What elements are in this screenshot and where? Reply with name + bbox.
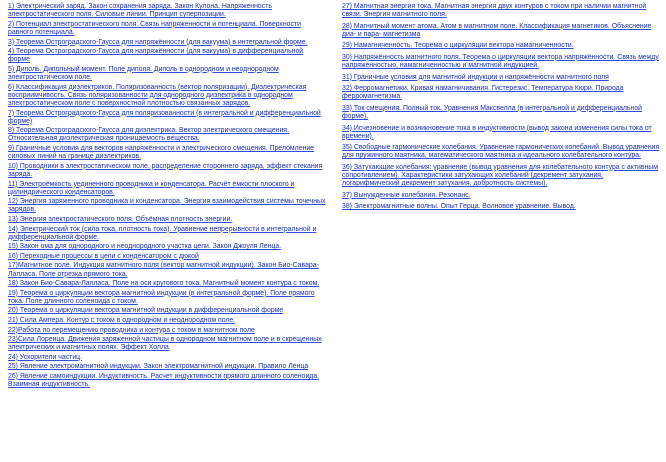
question-link[interactable]: 10) Проводники в электростатическом поле, распределение стороннего заряда, эффект стекания заряда. [8, 162, 323, 178]
question-link[interactable]: 1) Электрический заряд. Закон сохранения заряда. Закон Кулона. Напряженность электростатического поля. Силовые линии. Принцип суперпозиции. [8, 3, 272, 19]
question-link[interactable]: 24) Ускорители частиц. [8, 353, 83, 361]
question-link[interactable]: 17)Магнитное поле. Индукция магнитного поля (вектор магнитной индукции). Закон Био-Савара-Лапласа. Поле отрезка прямого тока. [8, 262, 319, 278]
question-link[interactable]: 31) Граничные условия для магнитной индукции и напряжённости магнитного поля [342, 73, 609, 81]
question-link[interactable]: 36) Затухающие колебания: уравнение (вывод уравнения для колебательного контура с активным сопротивлением). Характеристики затухающих колебаний (декремент затухания, логарифмический декремент затухания, добротность системы). [342, 163, 658, 188]
right-column [342, 3, 660, 215]
question-link[interactable]: 37) Вынужденные колебания. Резонанс. [342, 191, 471, 199]
question-link[interactable]: 34) Исчезновение и возникновение тока в индуктивности (вывод закона изменения силы тока от времени). [342, 124, 652, 140]
question-link[interactable]: 15) Закон ома для однородного и неоднородного участка цепи. Закон Джоуля Ленца. [8, 243, 282, 251]
question-link[interactable]: 14) Электрический ток (сила тока, плотность тока). Уравнение непрерывности в интегральной и дифференциальной форме. [8, 225, 317, 241]
question-link[interactable]: 2) Потенциал электростатического поля. Связь напряженности и потенциала. Поверхности равного потенциала. [8, 20, 301, 36]
question-link[interactable]: 12) Энергия заряженного проводника и конденсатора. Энергия взаимодействия системы точечных зарядов. [8, 198, 326, 214]
question-link[interactable]: 26) Явление самоиндукции. Индуктивность. Расчет индуктивности прямого длинного соленоида. Взаимная индуктивность. [8, 372, 320, 389]
question-link[interactable]: 21) Сила Ампера. Контур с током в однородном и неоднородном поле. [8, 316, 236, 324]
question-link[interactable]: 28) Магнитный момент атома. Атом в магнитном поле. Классификация магнетиков. Объяснение диа- и пара- магнетизма [342, 22, 652, 38]
question-link[interactable]: 33) Ток смещения. Полный ток. Уравнения Максвелла (в интегральной и дифференциальной форме). [342, 104, 643, 121]
question-link[interactable]: 7) Теорема Остроградского-Гаусса для поляризованности (в интегральной и дифференциальной форме) [8, 109, 321, 125]
left-column [8, 3, 326, 391]
question-link[interactable]: 32) Ферромагнетики. Кривая намагничивания. Гистерезис. Температура Кюри. Природа ферромагнетизма. [342, 85, 624, 101]
question-link[interactable]: 25) Явление электромагнитной индукции. Закон электромагнитной индукции. Правило Ленца [8, 363, 309, 371]
question-link[interactable]: 16) Переходные процессы в цепи с конденсатором с дюкой [8, 252, 199, 260]
question-link[interactable]: 27) Магнитная энергия тока. Магнитная энергия двух контуров с током при наличии магнитной связи. Энергия магнитного поля. [342, 3, 647, 19]
question-link[interactable]: 19) Теорема о циркуляции вектора магнитной индукции (в интегральной форме). Поле прямого тока. Поле длинного соленоида с током. [8, 289, 315, 305]
question-link[interactable]: 30) Напряжённость магнитного поля. Теорема о циркуляции вектора напряжённости. Связь между напряжённостью, намагниченностью и магнитной индукцией. [342, 53, 659, 70]
question-link[interactable]: 9) Граничные условия для векторов напряжённости и электрического смещения. Преломление силовых линий на границе диэлектриков. [8, 145, 315, 161]
question-link[interactable]: 6) Классификация диэлектриков. Поляризованность (вектор поляризации). Диэлектрическая восприимчивость. Связь поляризованности для однородного диэлектрика в однородном электростатическом поле с поверхностной плотностью связанных зарядов. [8, 83, 307, 107]
question-link[interactable]: 18) Закон Био-Савара-Лапласа. Поле на оси кругового тока. Магнитный момент контура с током. [8, 280, 320, 288]
question-link[interactable]: 20) Теорема о циркуляции вектора магнитной индукции в дифференциальной форме [8, 307, 284, 315]
question-link[interactable]: 8) Теорема Остроградского-Гаусса для диэлектрика. Вектор электрического смещения. Относительная диэлектрическая проницаемость вещества. [8, 127, 289, 143]
question-link[interactable]: 13) Энергия электростатического поля. Объёмная плотность энергии. [8, 216, 233, 223]
question-link[interactable]: 4) Теорема Остроградского-Гаусса для напряжённости (для вакуума) в дифференциальной форме [8, 48, 304, 64]
question-link[interactable]: 23)Сила Лоренца. Движения заряженной частицы в однородном магнитном поле и в скрещенных электрических и магнитных полях. Эффект Холла [8, 336, 322, 352]
question-link[interactable]: 38) Электромагнитные волны. Опыт Герца. Волновое уравнение. Вывод. [342, 203, 576, 211]
question-link[interactable]: 5) Диполь. Дипольный момент. Поле диполя. Диполь в однородном и неоднородном электростатическом поле. [8, 65, 279, 81]
question-link[interactable]: 29) Намагниченность. Теорема о циркуляции вектора намагниченности. [342, 42, 574, 50]
question-link[interactable]: 22)Работа по перемещению проводника и контура с током в магнитном поле [8, 326, 255, 334]
question-link[interactable]: 35) Свободные гармонические колебания. Уравнение гармонических колебаний. Вывод уравнения для пружинного маятника, математического маятника и идеального колебательного контура. [342, 144, 660, 160]
question-link[interactable]: 11) Электроёмкость уединенного проводника и конденсатора. Расчёт ёмкости плоского и цилиндрического конденсаторов. [8, 180, 295, 196]
question-link[interactable]: 3) Теорема Остроградского-Гаусса для напряжённости (для вакуума) в интегральной форме. [8, 38, 308, 46]
